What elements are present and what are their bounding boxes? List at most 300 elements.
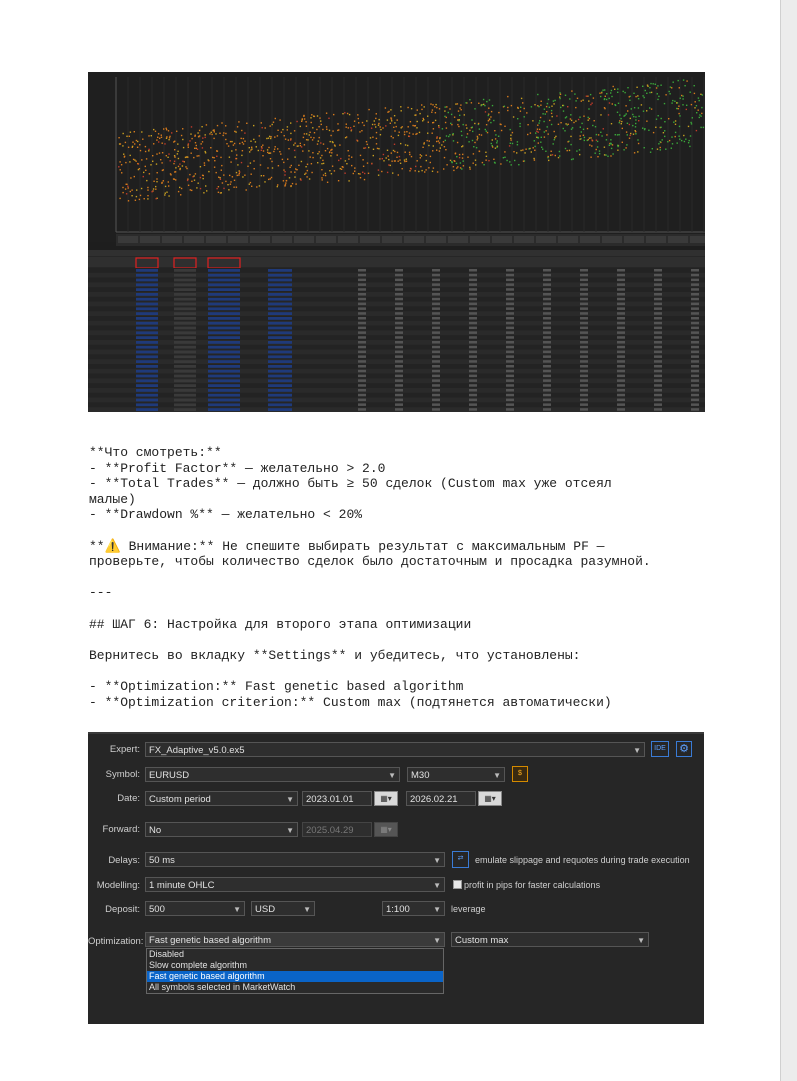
pass-dot: [588, 117, 589, 118]
table-cell: [654, 322, 662, 325]
pass-dot: [554, 139, 555, 140]
pass-dot: [467, 157, 468, 158]
pass-dot: [479, 134, 480, 135]
pass-dot: [601, 135, 602, 136]
table-cell: [208, 389, 240, 392]
pass-dot: [188, 143, 189, 144]
pass-dot: [348, 155, 349, 156]
pass-dot: [236, 154, 237, 155]
table-cell: [654, 394, 662, 397]
pass-dot: [265, 127, 266, 128]
optimization-criterion-select[interactable]: [451, 932, 649, 947]
pass-dot: [261, 175, 262, 176]
pass-dot: [644, 147, 645, 148]
pass-dot: [405, 144, 406, 145]
pass-dot: [145, 151, 146, 152]
table-cell: [395, 365, 403, 368]
table-cell: [358, 293, 366, 296]
pass-dot: [135, 200, 136, 201]
symbol-properties-icon[interactable]: $: [512, 766, 528, 782]
pass-dot: [463, 124, 464, 125]
timeframe-select[interactable]: [407, 767, 505, 782]
table-cell: [691, 336, 699, 339]
pass-dot: [250, 141, 251, 142]
table-cell: [208, 331, 240, 334]
pass-dot: [189, 140, 190, 141]
pass-dot: [495, 138, 496, 139]
table-cell: [691, 389, 699, 392]
pass-dot: [629, 138, 630, 139]
chevron-down-icon: ▼: [493, 771, 501, 780]
pass-dot: [394, 130, 395, 131]
table-cell: [580, 269, 588, 272]
pass-dot: [466, 127, 467, 128]
pass-dot: [504, 157, 505, 158]
pass-dot: [145, 146, 146, 147]
table-cell: [432, 283, 440, 286]
calendar-icon[interactable]: ▦▾: [478, 791, 502, 806]
gear-icon[interactable]: ⚙: [676, 741, 692, 757]
pass-dot: [558, 157, 559, 158]
pass-dot: [559, 92, 560, 93]
pass-dot: [590, 94, 591, 95]
pass-dot: [636, 87, 637, 88]
pass-dot: [216, 172, 217, 173]
table-cell: [691, 365, 699, 368]
pass-dot: [559, 98, 560, 99]
pass-dot: [676, 102, 677, 103]
pass-dot: [196, 148, 197, 149]
pass-dot: [294, 130, 295, 131]
pass-dot: [419, 132, 420, 133]
pass-dot: [267, 152, 268, 153]
pass-dot: [579, 117, 580, 118]
pass-dot: [292, 183, 293, 184]
pass-dot: [266, 138, 267, 139]
pass-dot: [624, 115, 625, 116]
pass-dot: [551, 151, 552, 152]
table-cell: [174, 389, 196, 392]
pass-dot: [548, 99, 549, 100]
pass-dot: [244, 141, 245, 142]
pass-dot: [619, 114, 620, 115]
table-cell: [208, 408, 240, 411]
pass-dot: [378, 169, 379, 170]
pass-dot: [541, 147, 542, 148]
table-cell: [136, 269, 158, 272]
chevron-down-icon: ▼: [388, 771, 396, 780]
pass-dot: [158, 133, 159, 134]
table-cell: [358, 403, 366, 406]
expert-select[interactable]: [145, 742, 645, 757]
dropdown-option-fast-genetic[interactable]: Fast genetic based algorithm: [147, 971, 443, 982]
pass-dot: [579, 139, 580, 140]
table-cell: [617, 379, 625, 382]
pass-dot: [312, 127, 313, 128]
pass-dot: [575, 100, 576, 101]
pass-dot: [388, 155, 389, 156]
pass-dot: [153, 188, 154, 189]
pass-dot: [185, 166, 186, 167]
pass-dot: [699, 117, 700, 118]
pass-dot: [174, 179, 175, 180]
table-cell: [174, 293, 196, 296]
pass-dot: [201, 126, 202, 127]
pass-dot: [520, 150, 521, 151]
pass-dot: [181, 188, 182, 189]
table-cell: [506, 298, 514, 301]
pass-dot: [221, 170, 222, 171]
table-cell: [506, 307, 514, 310]
pass-dot: [644, 97, 645, 98]
pass-dot: [603, 128, 604, 129]
page-scrollbar[interactable]: [780, 0, 797, 1081]
pass-dot: [657, 99, 658, 100]
pass-dot: [571, 159, 572, 160]
pass-dot: [571, 120, 572, 121]
pass-dot: [327, 182, 328, 183]
pass-dot: [156, 198, 157, 199]
pass-dot: [267, 167, 268, 168]
pass-dot: [293, 144, 294, 145]
pass-dot: [155, 131, 156, 132]
table-cell: [395, 399, 403, 402]
pass-dot: [656, 87, 657, 88]
pass-dot: [378, 125, 379, 126]
expert-value: FX_Adaptive_v5.0.ex5: [149, 745, 245, 756]
pass-dot: [472, 131, 473, 132]
pass-dot: [511, 164, 512, 165]
graph-tab: [140, 236, 160, 243]
pass-dot: [358, 122, 359, 123]
pass-dot: [203, 178, 204, 179]
pass-dot: [277, 148, 278, 149]
pass-dot: [672, 143, 673, 144]
pass-dot: [512, 132, 513, 133]
pass-dot: [376, 143, 377, 144]
criterion-value: Custom max: [455, 935, 509, 946]
pass-dot: [310, 156, 311, 157]
table-cell: [469, 389, 477, 392]
calendar-icon[interactable]: ▦▾: [374, 791, 398, 806]
pass-dot: [619, 122, 620, 123]
deposit-value: 500: [149, 904, 165, 915]
graph-tab: [382, 236, 402, 243]
pass-dot: [146, 158, 147, 159]
pass-dot: [492, 105, 493, 106]
pass-dot: [650, 152, 651, 153]
pass-dot: [611, 148, 612, 149]
graph-tab: [206, 236, 226, 243]
pass-dot: [148, 135, 149, 136]
pass-dot: [205, 134, 206, 135]
table-cell: [208, 288, 240, 291]
pass-dot: [488, 114, 489, 115]
pass-dot: [409, 132, 410, 133]
pass-dot: [362, 172, 363, 173]
pass-dot: [634, 152, 635, 153]
pass-dot: [510, 138, 511, 139]
table-cell: [506, 288, 514, 291]
deposit-select[interactable]: [145, 901, 245, 916]
table-cell: [580, 317, 588, 320]
pass-dot: [560, 94, 561, 95]
date-mode-select[interactable]: [145, 791, 298, 806]
pass-dot: [269, 152, 270, 153]
pass-dot: [485, 111, 486, 112]
pass-dot: [468, 141, 469, 142]
pass-dot: [586, 96, 587, 97]
table-cell: [208, 346, 240, 349]
pass-dot: [575, 107, 576, 108]
step-heading: ## ШАГ 6: Настройка для второго этапа оптимизации: [89, 616, 472, 632]
date-to-field[interactable]: [406, 791, 476, 806]
pass-dot: [388, 159, 389, 160]
pass-dot: [615, 105, 616, 106]
table-cell: [358, 331, 366, 334]
pass-dot: [565, 95, 566, 96]
pass-dot: [268, 179, 269, 180]
delays-select[interactable]: [145, 852, 445, 867]
table-cell: [174, 327, 196, 330]
pass-dot: [701, 113, 702, 114]
pass-dot: [306, 176, 307, 177]
pass-dot: [136, 196, 137, 197]
pass-dot: [501, 130, 502, 131]
pass-dot: [591, 103, 592, 104]
pass-dot: [312, 157, 313, 158]
table-cell: [543, 307, 551, 310]
pass-dot: [600, 132, 601, 133]
optimization-select[interactable]: [145, 932, 445, 947]
pass-dot: [242, 142, 243, 143]
pass-dot: [544, 136, 545, 137]
pass-dot: [322, 179, 323, 180]
pass-dot: [472, 127, 473, 128]
forward-select[interactable]: [145, 822, 298, 837]
pass-dot: [676, 108, 677, 109]
pass-dot: [174, 156, 175, 157]
pass-dot: [157, 172, 158, 173]
table-cell: [580, 293, 588, 296]
pass-dot: [155, 186, 156, 187]
table-cell: [580, 322, 588, 325]
pass-dot: [457, 119, 458, 120]
pass-dot: [507, 96, 508, 97]
pass-dot: [458, 126, 459, 127]
table-cell: [358, 384, 366, 387]
pass-dot: [223, 135, 224, 136]
pass-dot: [579, 154, 580, 155]
pass-dot: [330, 155, 331, 156]
pass-dot: [428, 167, 429, 168]
pass-dot: [306, 126, 307, 127]
table-cell: [432, 365, 440, 368]
ide-button[interactable]: IDE: [651, 741, 669, 757]
pass-dot: [121, 172, 122, 173]
pass-dot: [471, 119, 472, 120]
leverage-value: 1:100: [386, 904, 410, 915]
pips-checkbox[interactable]: [453, 880, 462, 889]
pass-dot: [323, 174, 324, 175]
pass-dot: [206, 124, 207, 125]
table-cell: [432, 298, 440, 301]
table-cell: [395, 384, 403, 387]
pass-dot: [270, 125, 271, 126]
pass-dot: [380, 134, 381, 135]
pass-dot: [164, 194, 165, 195]
pass-dot: [231, 141, 232, 142]
table-cell: [506, 360, 514, 363]
graph-tab: [426, 236, 446, 243]
pass-dot: [455, 103, 456, 104]
pass-dot: [178, 166, 179, 167]
leverage-select[interactable]: [382, 901, 445, 916]
pass-dot: [317, 162, 318, 163]
pass-dot: [312, 152, 313, 153]
pass-dot: [522, 149, 523, 150]
pass-dot: [509, 145, 510, 146]
delay-settings-icon[interactable]: ⇄: [452, 851, 469, 868]
panel-border: [88, 732, 704, 734]
pass-dot: [262, 155, 263, 156]
pass-dot: [392, 172, 393, 173]
dropdown-option-all-symbols[interactable]: All symbols selected in MarketWatch: [149, 982, 296, 992]
pass-dot: [311, 114, 312, 115]
pass-dot: [409, 152, 410, 153]
table-cell: [469, 394, 477, 397]
table-cell: [136, 283, 158, 286]
pass-dot: [193, 157, 194, 158]
forward-date-value: 2025.04.29: [306, 825, 354, 836]
pass-dot: [436, 141, 437, 142]
pass-dot: [554, 131, 555, 132]
pass-dot: [351, 129, 352, 130]
pass-dot: [317, 115, 318, 116]
pass-dot: [625, 147, 626, 148]
pass-dot: [455, 153, 456, 154]
pass-dot: [433, 145, 434, 146]
pass-dot: [611, 90, 612, 91]
table-cell: [543, 274, 551, 277]
pass-dot: [141, 188, 142, 189]
table-cell: [617, 298, 625, 301]
pass-dot: [461, 168, 462, 169]
pass-dot: [140, 195, 141, 196]
table-cell: [395, 336, 403, 339]
pass-dot: [251, 148, 252, 149]
pass-dot: [453, 140, 454, 141]
pass-dot: [381, 171, 382, 172]
pass-dot: [512, 143, 513, 144]
pass-dot: [260, 164, 261, 165]
pass-dot: [218, 186, 219, 187]
pass-dot: [588, 120, 589, 121]
table-cell: [208, 399, 240, 402]
table-cell: [432, 317, 440, 320]
chevron-down-icon: ▼: [633, 746, 641, 755]
pass-dot: [612, 153, 613, 154]
pass-dot: [633, 134, 634, 135]
table-cell: [395, 269, 403, 272]
pass-dot: [541, 137, 542, 138]
table-cell: [506, 365, 514, 368]
table-cell: [268, 293, 292, 296]
currency-select[interactable]: [251, 901, 315, 916]
modelling-label: Modelling:: [96, 880, 140, 891]
pass-dot: [623, 91, 624, 92]
pass-dot: [131, 195, 132, 196]
table-cell: [543, 351, 551, 354]
table-cell: [136, 403, 158, 406]
pass-dot: [669, 140, 670, 141]
dropdown-option-disabled[interactable]: Disabled: [149, 949, 185, 959]
table-cell: [580, 375, 588, 378]
pass-dot: [696, 105, 697, 106]
pass-dot: [521, 98, 522, 99]
table-cell: [617, 351, 625, 354]
pass-dot: [686, 105, 687, 106]
graph-tab: [514, 236, 534, 243]
pass-dot: [459, 157, 460, 158]
pass-dot: [559, 155, 560, 156]
pass-dot: [280, 153, 281, 154]
pass-dot: [145, 166, 146, 167]
pass-dot: [246, 189, 247, 190]
modelling-select[interactable]: [145, 877, 445, 892]
table-cell: [395, 279, 403, 282]
pass-dot: [326, 126, 327, 127]
pass-dot: [660, 149, 661, 150]
table-cell: [136, 399, 158, 402]
pass-dot: [213, 157, 214, 158]
pass-dot: [354, 121, 355, 122]
table-cell: [617, 288, 625, 291]
pass-dot: [432, 150, 433, 151]
pass-dot: [321, 163, 322, 164]
pass-dot: [202, 141, 203, 142]
symbol-select[interactable]: [145, 767, 400, 782]
pass-dot: [182, 165, 183, 166]
pass-dot: [167, 157, 168, 158]
pass-dot: [581, 123, 582, 124]
pass-dot: [560, 122, 561, 123]
table-cell: [432, 355, 440, 358]
pass-dot: [321, 177, 322, 178]
table-cell: [395, 375, 403, 378]
pass-dot: [163, 180, 164, 181]
pass-dot: [665, 94, 666, 95]
pass-dot: [607, 156, 608, 157]
pass-dot: [604, 107, 605, 108]
pass-dot: [338, 160, 339, 161]
pass-dot: [682, 104, 683, 105]
date-from-field[interactable]: [302, 791, 372, 806]
pass-dot: [487, 132, 488, 133]
pass-dot: [445, 106, 446, 107]
pass-dot: [568, 124, 569, 125]
pass-dot: [118, 137, 119, 138]
pass-dot: [488, 120, 489, 121]
pass-dot: [407, 107, 408, 108]
pass-dot: [669, 93, 670, 94]
pass-dot: [129, 161, 130, 162]
pass-dot: [261, 150, 262, 151]
table-cell: [174, 375, 196, 378]
table-cell: [617, 293, 625, 296]
graph-tab: [602, 236, 622, 243]
dropdown-option-slow-complete[interactable]: Slow complete algorithm: [149, 960, 248, 970]
